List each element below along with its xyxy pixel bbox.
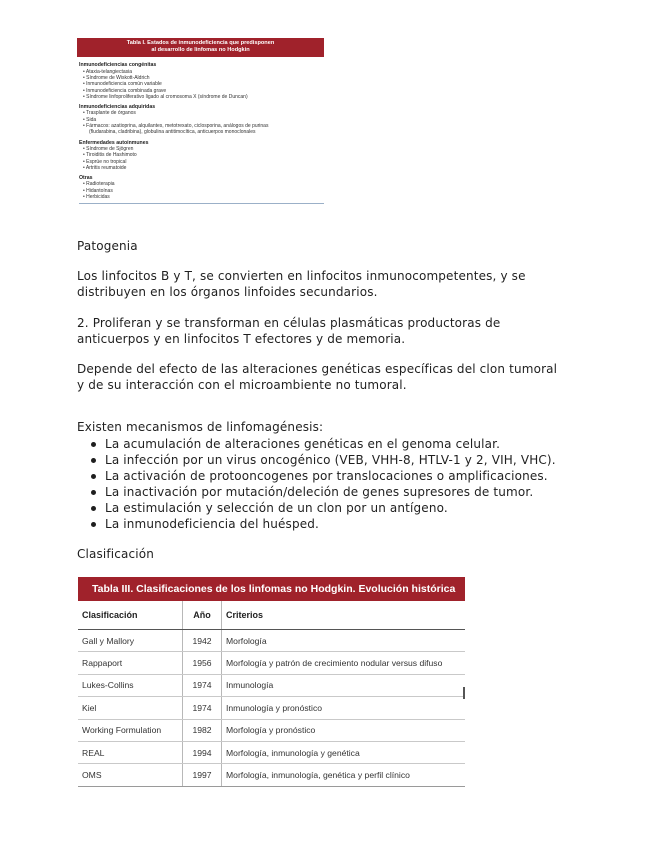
table-row [78,652,465,674]
mechanisms-intro: Existen mecanismos de linfomagénesis: [77,420,324,434]
cell: 1942 [183,630,222,652]
paragraph-1-line-2: distribuyen en los órganos linfoides secundarios. [77,285,378,299]
table-row [78,697,465,719]
paragraph-2-line-1: 2. Proliferan y se transforman en células plasmáticas productoras de [77,316,501,330]
table-1-item: • Síndrome de Sjögren [83,145,134,152]
table-row [78,764,465,786]
cell: Working Formulation [78,719,183,741]
cell: 1974 [183,674,222,696]
list-item: La estimulación y selección de un clon por un antígeno. [77,500,556,516]
cell: Lukes-Collins [78,674,183,696]
table-1 [77,38,324,204]
table-1-item: • Sida [83,116,97,123]
table-1-item: • Hidantoínas [83,187,113,194]
cell: 1997 [183,764,222,786]
table-1-item: • Inmunodeficiencia combinada grave [83,87,167,94]
heading-patogenia: Patogenia [77,239,138,253]
table-row [78,719,465,741]
cell: 1974 [183,697,222,719]
table-1-bottom-rule [79,203,324,204]
list-item: La activación de protooncogenes por translocaciones o amplificaciones. [77,468,556,484]
table-1-item: • Trasplante de órganos [83,110,136,117]
table-1-item: • Radioterapia [83,181,115,188]
heading-clasificacion: Clasificación [77,547,154,561]
table-1-item: • Síndrome de Wiskott-Aldrich [83,75,150,81]
list-item: La acumulación de alteraciones genéticas en el genoma celular. [77,436,556,452]
table-row [78,674,465,696]
paragraph-3-line-2: y de su interacción con el microambiente no tumoral. [77,378,407,392]
list-item: La inmunodeficiencia del huésped. [77,516,556,532]
table-1-item: (fludarabina, cladribina), globulina antitimocítica, anticuerpos monoclonales [89,129,256,136]
cell: Morfología [222,630,466,652]
table-3 [78,577,465,787]
table-1-section-heading: Enfermedades autoinmunes [79,139,149,146]
table-3-edge-mark [463,687,465,699]
paragraph-3-line-1: Depende del efecto de las alteraciones genéticas específicas del clon tumoral [77,362,558,376]
table-1-section-heading: Otras [79,175,93,182]
cell: OMS [78,764,183,786]
cell: Gall y Mallory [78,630,183,652]
table-1-item: • Artritis reumatoide [83,164,127,171]
mechanisms-list [77,436,556,532]
cell: 1956 [183,652,222,674]
paragraph-2-line-2: anticuerpos y en linfocitos T efectores y de memoria. [77,332,406,346]
table-header-row [78,601,465,630]
table-1-body [77,57,324,204]
table-1-section-heading: Inmunodeficiencias adquiridas [79,104,156,111]
list-item: La infección por un virus oncogénico (VEB, VHH-8, HTLV-1 y 2, VIH, VHC). [77,452,556,468]
cell: REAL [78,741,183,763]
table-row [78,741,465,763]
list-item: La inactivación por mutación/deleción de genes supresores de tumor. [77,484,556,500]
cell: Morfología, inmunología y genética [222,741,466,763]
cell: Inmunología y pronóstico [222,697,466,719]
table-1-item: • Ataxia-telangiectasia [83,68,133,75]
cell: Morfología, inmunología, genética y perfil clínico [222,764,466,786]
table-3-grid [78,601,465,787]
cell: Kiel [78,697,183,719]
table-1-item: • Esprúe no tropical [83,158,127,165]
table-1-item: • Tiroiditis de Hashimoto [83,152,137,159]
paragraph-1-line-1: Los linfocitos B y T, se convierten en linfocitos inmunocompetentes, y se [77,269,526,283]
cell: 1982 [183,719,222,741]
table-1-item: • Fármacos: azatioprina, alquilantes, metotrexato, ciclosporina, análogos de purinas [83,123,269,130]
column-header: Año [183,601,222,630]
column-header: Clasificación [78,601,183,630]
cell: Rappaport [78,652,183,674]
cell: Inmunología [222,674,466,696]
table-row [78,630,465,652]
column-header: Criterios [222,601,466,630]
table-1-item: • Herbicidas [83,194,110,201]
table-1-section-heading: Inmunodeficiencias congénitas [79,62,157,69]
table-1-item: • Síndrome linfoproliferativo ligado al cromosoma X (síndrome de Duncan) [83,93,248,100]
cell: Morfología y pronóstico [222,719,466,741]
table-1-item: • Inmunodeficiencia común variable [83,81,162,88]
table-3-title: Tabla III. Clasificaciones de los linfomas no Hodgkin. Evolución histórica [78,577,465,601]
table-1-title: Tabla I. Estados de inmunodeficiencia que predisponen al desarrollo de linfomas no Hodgkin [77,38,324,57]
cell: 1994 [183,741,222,763]
cell: Morfología y patrón de crecimiento nodular versus difuso [222,652,466,674]
